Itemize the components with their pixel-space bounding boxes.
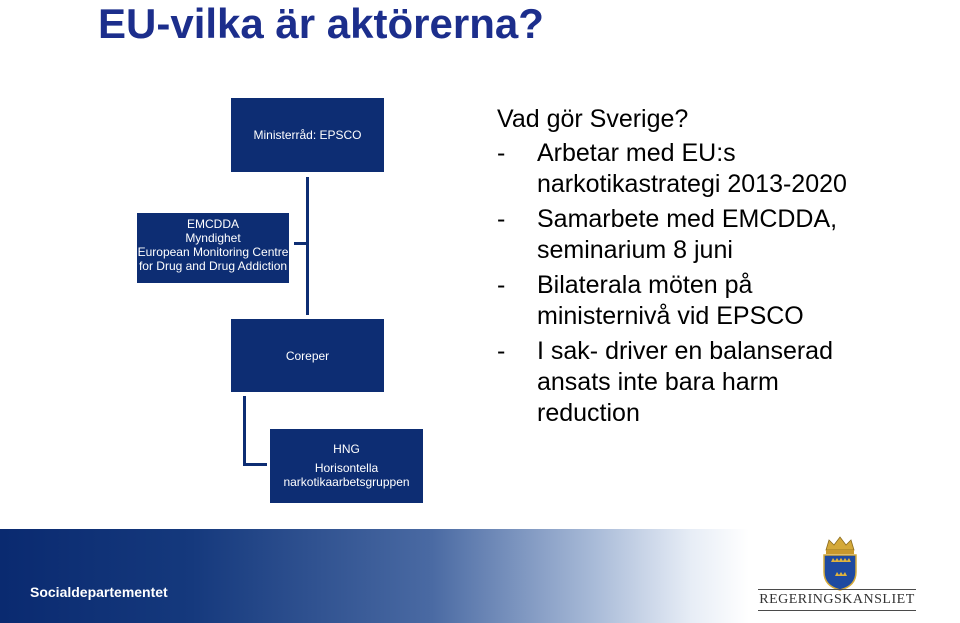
bullet-item	[497, 138, 947, 200]
bullet-text: Bilaterala möten på	[537, 271, 753, 299]
ministerrad-label: Ministerråd: EPSCO	[253, 128, 362, 142]
bullet-dash: -	[497, 271, 506, 299]
hng-box	[270, 429, 423, 503]
hng-abbr: HNG	[333, 442, 360, 456]
bullet-dash: -	[497, 139, 506, 167]
content-panel	[497, 104, 947, 429]
ministerrad-box	[231, 98, 384, 172]
hng-name-1: Horisontella	[314, 461, 379, 475]
bullet-item	[497, 336, 947, 429]
bullet-text: seminarium 8 juni	[537, 236, 733, 264]
content-heading: Vad gör Sverige?	[497, 105, 689, 133]
bullet-text: reduction	[537, 399, 640, 427]
connector-coreper-hng-horizontal	[243, 463, 267, 466]
emcdda-full-name-1: European Monitoring Centre	[137, 245, 289, 259]
connector-emcdda	[294, 242, 309, 245]
swedish-crest-icon	[816, 534, 864, 592]
bullet-text: ansats inte bara harm	[537, 368, 779, 396]
regeringskansliet-logo-text: REGERINGSKANSLIET	[758, 589, 916, 611]
coreper-box	[231, 319, 384, 392]
emcdda-full-name-2: for Drug and Drug Addiction	[138, 259, 288, 273]
bullet-text: I sak- driver en balanserad	[537, 337, 833, 365]
bullet-dash: -	[497, 205, 506, 233]
emcdda-name: EMCDDA	[186, 217, 239, 231]
bullet-item	[497, 270, 947, 332]
bullet-text: Samarbete med EMCDDA,	[537, 205, 838, 233]
slide-title: EU-vilka är aktörerna?	[98, 0, 544, 47]
emcdda-type: Myndighet	[185, 231, 241, 245]
bullet-text: narkotikastrategi 2013-2020	[537, 170, 847, 198]
hng-name-2: narkotikaarbetsgruppen	[283, 475, 410, 489]
coreper-label: Coreper	[285, 348, 330, 363]
emcdda-box	[137, 213, 289, 283]
footer-bar	[0, 529, 960, 623]
connector-coreper-hng-vertical	[243, 396, 246, 466]
department-name: Socialdepartementet	[30, 584, 168, 600]
connector-ministerrad-coreper	[306, 177, 309, 315]
bullet-text: Arbetar med EU:s	[537, 139, 736, 167]
bullet-text: ministernivå vid EPSCO	[537, 302, 804, 330]
bullet-item	[497, 204, 947, 266]
bullet-dash: -	[497, 337, 506, 365]
